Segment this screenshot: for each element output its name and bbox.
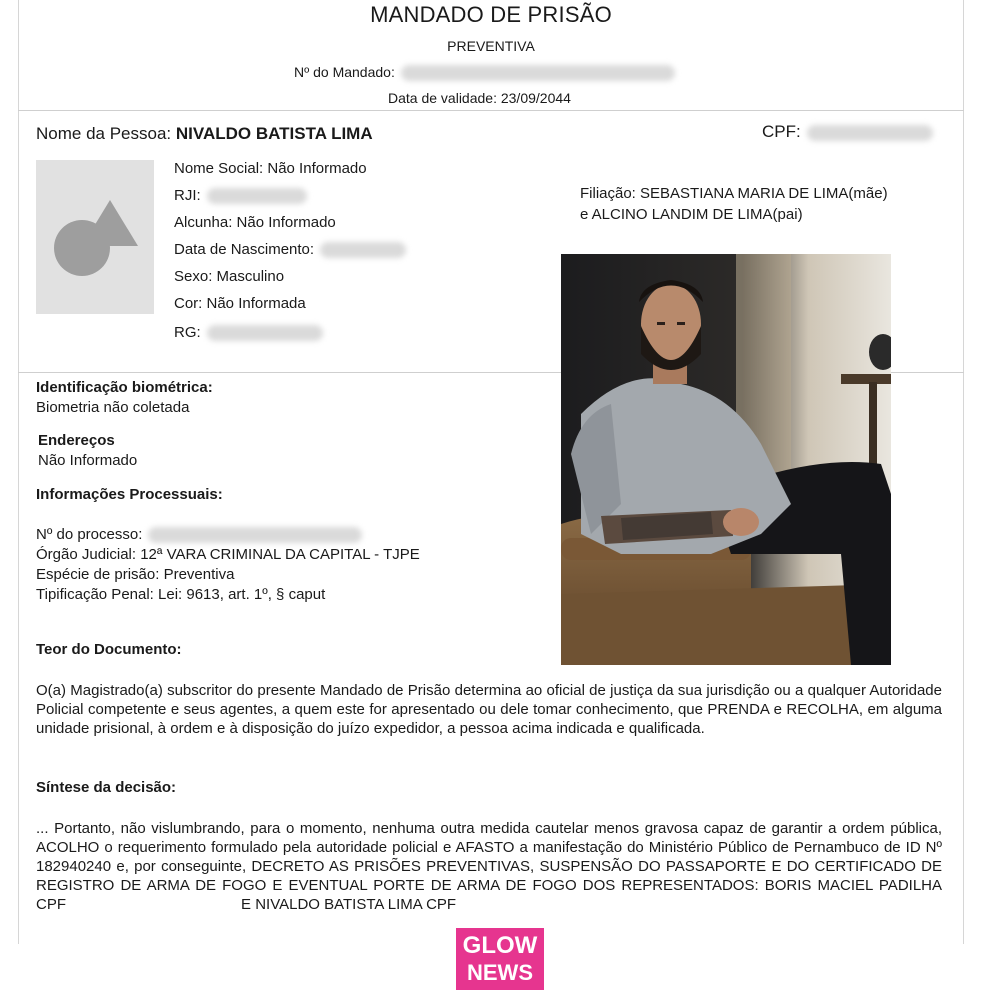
placeholder-shapes-icon [52,198,142,278]
warrant-number-row [294,64,675,81]
process-number-row [36,526,362,543]
document-content-text: O(a) Magistrado(a) subscritor do presente Mandado de Prisão determina ao oficial de justiça da sua jurisdição ou a qualquer Autoridade Policial competente e seus agentes, a quem este for apresentado ou dele tomar conhecimento, que PRENDA e RECOLHA, em alguma unidade prisional, à ordem e à disposição do juízo expedidor, a pessoa acima indicada e qualificada. [36,682,942,737]
sex: Sexo: Masculino [174,268,285,285]
biometric-value: Biometria não coletada [36,399,190,416]
social-name: Nome Social: Não Informado [174,160,367,177]
rji-label: RJI: [174,187,201,204]
decision-heading: Síntese da decisão: [36,779,177,796]
document-subtitle: PREVENTIVA [447,38,535,54]
person-name-value: NIVALDO BATISTA LIMA [175,124,373,143]
alias: Alcunha: Não Informado [174,214,336,231]
validity-row [388,90,571,106]
addresses-heading: Endereços [38,432,115,449]
logo-line-2: NEWS [467,960,533,985]
redacted-rji [207,188,307,204]
redacted-cpf [807,125,933,141]
process-number-label: Nº do processo: [36,526,143,543]
validity-value: 23/09/2044 [500,90,571,106]
document-title: MANDADO DE PRISÃO [370,2,612,27]
validity-label: Data de validade: [388,90,497,106]
logo-line-1: GLOW [462,932,538,959]
person-name-label: Nome da Pessoa: [36,124,172,143]
process-arrest-type: Espécie de prisão: Preventiva [36,566,235,583]
redacted-process-number [148,527,362,543]
birth-label: Data de Nascimento: [174,241,315,258]
person-photo [561,254,891,665]
rg-row [174,324,323,341]
filiation-line-2: e ALCINO LANDIM DE LIMA(pai) [580,206,803,223]
filiation [580,183,960,225]
birth-row [174,241,406,258]
glow-news-logo [456,928,544,990]
rg-label: RG: [174,324,201,341]
photo-illustration [561,254,891,665]
addresses-value: Não Informado [38,452,138,469]
person-name-row [36,124,373,144]
process-court: Órgão Judicial: 12ª VARA CRIMINAL DA CAPITAL - TJPE [36,546,420,563]
filiation-line-1: Filiação: SEBASTIANA MARIA DE LIMA(mãe) [580,185,888,202]
skin-color: Cor: Não Informada [174,295,306,312]
warrant-number-label: Nº do Mandado: [294,64,395,80]
header-divider [18,110,964,111]
redacted-rg [207,325,323,341]
rji-row [174,187,307,204]
document-content-heading: Teor do Documento: [36,641,182,658]
avatar-placeholder [36,160,154,314]
cpf-row [762,122,933,142]
biometric-heading: Identificação biométrica: [36,379,213,396]
cpf-label: CPF: [762,122,801,141]
redacted-warrant-number [401,65,675,81]
redacted-birth-date [320,242,406,258]
decision-text: ... Portanto, não vislumbrando, para o momento, nenhuma outra medida cautelar menos gravosa capaz de garantir a ordem pública, ACOLHO o requerimento formulado pela autoridade policial e AFASTO a manifestação do Ministério Público de Pernambuco de ID Nº 182940240 e, por conseguinte, DECRETO AS PRISÕES PREVENTIVAS, SUSPENSÃO DO PASSAPORTE E DO CERTIFICADO DE REGISTRO DE ARMA DE FOGO E EVENTUAL PORTE DE ARMA DE FOGO DOS REPRESENTADOS: BORIS MACIEL PADILHA CPF E NIVALDO BATISTA LIMA CPF [36,820,947,913]
process-penal-type: Tipificação Penal: Lei: 9613, art. 1º, § caput [36,586,326,603]
process-heading: Informações Processuais: [36,486,223,503]
